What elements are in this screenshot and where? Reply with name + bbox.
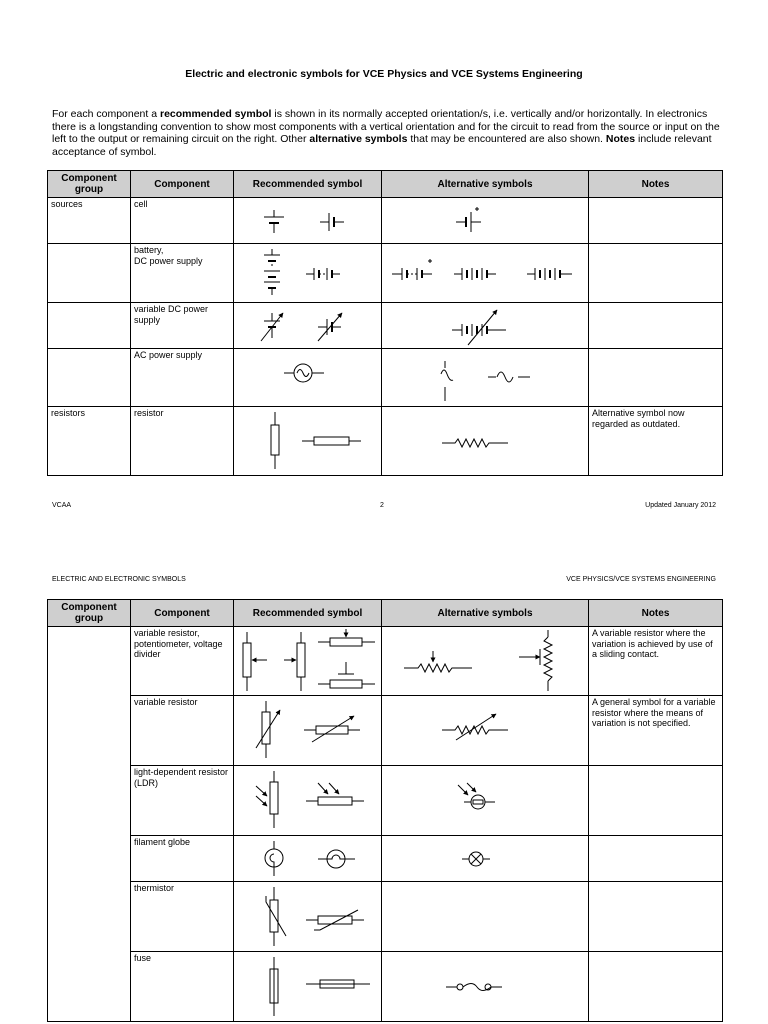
resistor-zigzag-icon	[382, 407, 589, 476]
footer-updated: Updated January 2012	[645, 502, 716, 509]
ldr-symbol-icon	[234, 766, 382, 836]
component-filament-globe: filament globe	[131, 836, 234, 882]
group-empty	[48, 244, 131, 303]
component-fuse: fuse	[131, 952, 234, 1022]
notes-potentiometer: A variable resistor where the variation is achieved by use of a sliding contact.	[589, 627, 723, 696]
notes-battery	[589, 244, 723, 303]
ac-symbol-icon	[234, 349, 382, 407]
component-ldr: light-dependent resistor (LDR)	[131, 766, 234, 836]
group-empty	[48, 349, 131, 407]
table-row	[48, 696, 723, 766]
cell-recommended-symbol	[234, 198, 382, 244]
table-row	[48, 836, 723, 882]
battery-symbol-icon	[234, 244, 382, 303]
potentiometer-alt-symbol-icon	[382, 627, 589, 696]
notes-resistor: Alternative symbol now regarded as outdated.	[589, 407, 723, 476]
thermistor-recommended-symbol	[234, 882, 382, 952]
table-row	[48, 349, 723, 407]
globe-alternative-symbol	[382, 836, 589, 882]
ac-alt-symbol-icon	[382, 349, 589, 407]
variable-dc-alt-symbol-icon	[382, 303, 589, 349]
table-header-row	[48, 171, 723, 198]
notes-variable-resistor: A general symbol for a variable resistor where the means of variation is not specified.	[589, 696, 723, 766]
intro-paragraph: For each component a recommended symbol is shown in its normally accepted orientation/s, i.e. vertically and/or horizontally. In electronics there is a longstanding convention to show most components with a vertical orientation and for the circuit to read from the source or input on the left to the output or remaining circuit on the right. Other alternative symbols that may be encountered are also shown. Notes include relevant acceptance of symbol.	[52, 108, 720, 158]
notes-globe	[589, 836, 723, 882]
header-component-group: Component group	[48, 171, 131, 198]
thermistor-alternative-symbol	[382, 882, 589, 952]
potentiometer-recommended-symbol	[234, 627, 382, 696]
notes-fuse	[589, 952, 723, 1022]
symbols-table-2	[47, 599, 723, 1022]
thermistor-alt-empty	[382, 882, 589, 952]
resistor-symbol-icon	[234, 407, 382, 476]
ldr-recommended-symbol	[234, 766, 382, 836]
header-alternative-symbols: Alternative symbols	[382, 600, 589, 627]
component-potentiometer: variable resistor, potentiometer, voltage divider	[131, 627, 234, 696]
component-cell: cell	[131, 198, 234, 244]
table-row	[48, 627, 723, 696]
notes-thermistor	[589, 882, 723, 952]
variable-resistor-recommended-symbol	[234, 696, 382, 766]
header-notes: Notes	[589, 600, 723, 627]
header-recommended-symbol: Recommended symbol	[234, 600, 382, 627]
fuse-alternative-symbol	[382, 952, 589, 1022]
table-row	[48, 407, 723, 476]
table-header-row	[48, 600, 723, 627]
battery-alternative-symbols	[382, 244, 589, 303]
ac-recommended-symbol	[234, 349, 382, 407]
group-empty	[48, 303, 131, 349]
component-battery: battery, DC power supply	[131, 244, 234, 303]
globe-recommended-symbol	[234, 836, 382, 882]
header-component: Component	[131, 171, 234, 198]
variable-resistor-alt-icon	[382, 696, 589, 766]
header-recommended-symbol: Recommended symbol	[234, 171, 382, 198]
notes-variable-dc	[589, 303, 723, 349]
footer-vcaa: VCAA	[52, 502, 72, 509]
group-cell-empty	[48, 627, 131, 1022]
resistor-alternative-symbol	[382, 407, 589, 476]
fuse-alt-symbol-icon	[382, 952, 589, 1022]
table-row	[48, 198, 723, 244]
cell-alternative-symbol	[382, 198, 589, 244]
fuse-recommended-symbol	[234, 952, 382, 1022]
table-row	[48, 244, 723, 303]
component-variable-resistor: variable resistor	[131, 696, 234, 766]
table-row	[48, 952, 723, 1022]
symbols-table-1	[47, 170, 723, 476]
header-notes: Notes	[589, 171, 723, 198]
battery-alt-symbol-icon	[382, 244, 589, 303]
variable-dc-symbol-icon	[234, 303, 382, 349]
potentiometer-alternative-symbols	[382, 627, 589, 696]
footer-page-number: 2	[380, 502, 384, 509]
notes-ac	[589, 349, 723, 407]
battery-recommended-symbol	[234, 244, 382, 303]
cell-symbol-icon	[234, 198, 382, 244]
globe-alt-symbol-icon	[382, 836, 589, 882]
page2-header-left: ELECTRIC AND ELECTRONIC SYMBOLS	[52, 576, 186, 583]
ac-alternative-symbols	[382, 349, 589, 407]
thermistor-symbol-icon	[234, 882, 382, 952]
variable-resistor-symbol-icon	[234, 696, 382, 766]
table-row	[48, 303, 723, 349]
notes-ldr	[589, 766, 723, 836]
component-ac-supply: AC power supply	[131, 349, 234, 407]
page-title: Electric and electronic symbols for VCE Physics and VCE Systems Engineering	[185, 68, 583, 80]
ldr-alt-symbol-icon	[382, 766, 589, 836]
header-alternative-symbols: Alternative symbols	[382, 171, 589, 198]
component-resistor: resistor	[131, 407, 234, 476]
page2-header-right: VCE PHYSICS/VCE SYSTEMS ENGINEERING	[566, 576, 716, 583]
group-sources: sources	[48, 198, 131, 244]
variable-resistor-alternative-symbol	[382, 696, 589, 766]
group-resistors: resistors	[48, 407, 131, 476]
notes-cell	[589, 198, 723, 244]
component-variable-dc-supply: variable DC power supply	[131, 303, 234, 349]
variable-dc-recommended-symbol	[234, 303, 382, 349]
potentiometer-symbol-icon	[234, 627, 382, 696]
table-row	[48, 766, 723, 836]
table-row	[48, 882, 723, 952]
cell-alt-symbol-icon	[382, 198, 589, 244]
header-component-group: Component group	[48, 600, 131, 627]
resistor-recommended-symbol	[234, 407, 382, 476]
fuse-symbol-icon	[234, 952, 382, 1022]
header-component: Component	[131, 600, 234, 627]
variable-dc-alternative-symbol	[382, 303, 589, 349]
component-thermistor: thermistor	[131, 882, 234, 952]
ldr-alternative-symbol	[382, 766, 589, 836]
globe-symbol-icon	[234, 836, 382, 882]
